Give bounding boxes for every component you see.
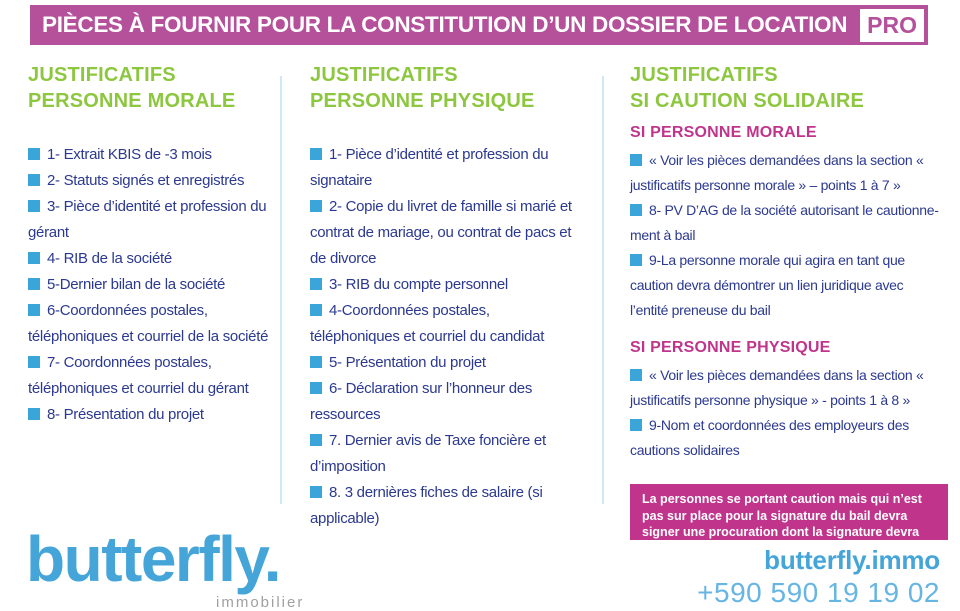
square-bullet-icon xyxy=(310,356,322,368)
heading-line: JUSTIFICATIFS xyxy=(630,64,778,86)
list-item: 8. 3 dernières fiches de salaire (si applicable) xyxy=(310,484,543,527)
subsection-si-personne-physique xyxy=(630,339,944,463)
procuration-note: La personnes se portant caution mais qui n’est pas sur place pour la signature du bail devra signer une procuration dont la signature devra être certifiée en mairie. xyxy=(630,484,948,540)
square-bullet-icon xyxy=(310,200,322,212)
square-bullet-icon xyxy=(28,304,40,316)
list-item: 2- Statuts signés et enregistrés xyxy=(28,168,276,194)
document-list xyxy=(630,148,944,323)
pro-badge: PRO xyxy=(860,9,924,42)
column-caution-solidaire xyxy=(630,62,944,463)
list-item: « Voir les pièces demandées dans la section « justificatifs personne physique » - points 1 à 8 » xyxy=(630,367,924,408)
heading-line: JUSTIFICATIFS xyxy=(28,64,176,86)
square-bullet-icon xyxy=(28,252,40,264)
butterfly-logo: butterfly. xyxy=(26,523,281,595)
column-divider xyxy=(602,76,604,504)
list-item: 5- Présentation du projet xyxy=(310,350,582,376)
square-bullet-icon xyxy=(630,419,642,431)
square-bullet-icon xyxy=(630,154,642,166)
list-item: 3- RIB du compte personnel xyxy=(310,272,582,298)
list-item: 4-Coordonnées postales, téléphoniques et courriel du candidat xyxy=(310,302,545,345)
list-item: 9-La personne morale qui agira en tant que caution devra démontrer un lien juridique avec l’entité preneuse du bail xyxy=(630,252,905,318)
square-bullet-icon xyxy=(28,148,40,160)
list-item: 8- PV D’AG de la société autorisant le cautionnement à bail xyxy=(630,202,939,243)
document-list xyxy=(310,142,582,532)
square-bullet-icon xyxy=(28,408,40,420)
column-heading xyxy=(310,62,582,114)
website-url: butterfly.immo xyxy=(764,545,940,575)
column-personne-morale xyxy=(28,62,276,428)
heading-line: JUSTIFICATIFS xyxy=(310,64,458,86)
column-divider xyxy=(280,76,282,504)
subsection-si-personne-morale xyxy=(630,124,944,323)
list-item: 4- RIB de la société xyxy=(28,246,276,272)
subsection-title: SI PERSONNE PHYSIQUE xyxy=(630,339,831,356)
list-item: 3- Pièce d’identité et profession du gérant xyxy=(28,198,267,241)
list-item: 1- Pièce d’identité et profession du signataire xyxy=(310,146,549,189)
list-item: 7- Coordonnées postales, téléphoniques et courriel du gérant xyxy=(28,354,249,397)
list-item: 1- Extrait KBIS de -3 mois xyxy=(28,142,276,168)
list-item: 8- Présentation du projet xyxy=(28,402,276,428)
list-item: 7. Dernier avis de Taxe foncière et d’imposition xyxy=(310,432,546,475)
square-bullet-icon xyxy=(630,204,642,216)
square-bullet-icon xyxy=(310,382,322,394)
contact-block xyxy=(697,545,940,609)
document-list xyxy=(630,363,944,463)
square-bullet-icon xyxy=(28,200,40,212)
heading-line: PERSONNE PHYSIQUE xyxy=(310,90,535,112)
square-bullet-icon xyxy=(630,254,642,266)
square-bullet-icon xyxy=(28,174,40,186)
heading-line: PERSONNE MORALE xyxy=(28,90,236,112)
page-title: PIÈCES À FOURNIR POUR LA CONSTITUTION D’UN DOSSIER DE LOCATION xyxy=(42,12,848,37)
list-item: 9-Nom et coordonnées des employeurs des cautions solidaires xyxy=(630,417,909,458)
list-item: « Voir les pièces demandées dans la section « justificatifs personne morale » – points 1 à 7 » xyxy=(630,152,924,193)
square-bullet-icon xyxy=(310,434,322,446)
phone-number: +590 590 19 19 02 xyxy=(697,577,940,608)
column-heading xyxy=(630,62,944,114)
square-bullet-icon xyxy=(28,278,40,290)
heading-line: SI CAUTION SOLIDAIRE xyxy=(630,90,865,112)
square-bullet-icon xyxy=(630,369,642,381)
header-bar xyxy=(30,5,928,45)
list-item: 5-Dernier bilan de la société xyxy=(28,272,276,298)
square-bullet-icon xyxy=(310,148,322,160)
logo-tagline: immobilier xyxy=(216,594,305,611)
list-item: 6- Déclaration sur l’honneur des ressources xyxy=(310,380,533,423)
list-item: 6-Coordonnées postales, téléphoniques et courriel de la société xyxy=(28,302,269,345)
list-item: 2- Copie du livret de famille si marié et contrat de mariage, ou contrat de pacs et de divorce xyxy=(310,198,572,267)
square-bullet-icon xyxy=(310,304,322,316)
square-bullet-icon xyxy=(28,356,40,368)
document-list xyxy=(28,142,276,428)
column-personne-physique xyxy=(310,62,582,532)
column-heading xyxy=(28,62,276,114)
square-bullet-icon xyxy=(310,278,322,290)
subsection-title: SI PERSONNE MORALE xyxy=(630,124,817,141)
square-bullet-icon xyxy=(310,486,322,498)
